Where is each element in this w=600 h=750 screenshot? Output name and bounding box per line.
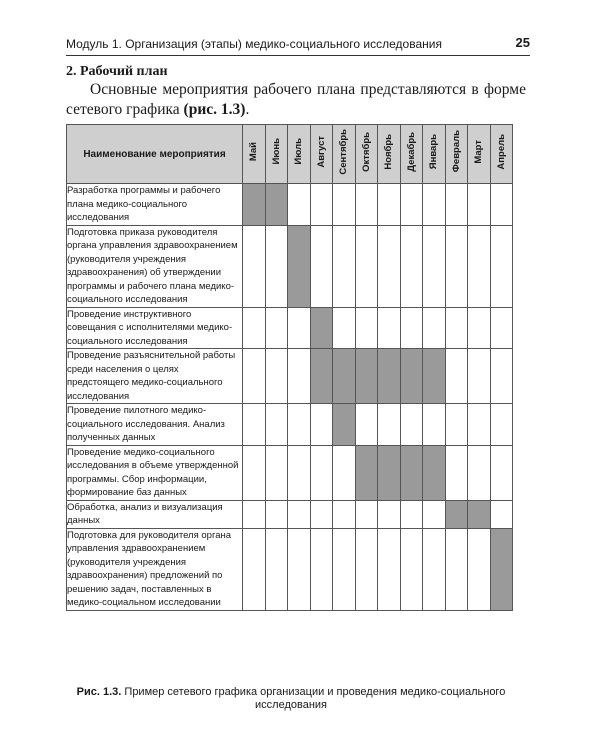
month-header <box>333 125 356 184</box>
gantt-cell <box>333 307 356 349</box>
gantt-cell <box>400 528 423 610</box>
gantt-cell <box>243 500 266 528</box>
gantt-cell <box>310 184 333 226</box>
gantt-cell-active <box>490 528 513 610</box>
gantt-cell-active <box>378 445 401 500</box>
gantt-row <box>67 184 513 226</box>
activity-name: Разработка программы и рабочего плана медико-социального исследования <box>67 184 243 226</box>
gantt-cell-active <box>333 404 356 446</box>
gantt-cell <box>445 349 468 404</box>
month-label: Январь <box>428 133 440 170</box>
gantt-cell <box>490 349 513 404</box>
gantt-cell <box>288 500 311 528</box>
gantt-cell-active <box>288 225 311 307</box>
gantt-cell <box>400 307 423 349</box>
gantt-cell-active <box>423 445 446 500</box>
gantt-cell <box>265 307 288 349</box>
gantt-cell-active <box>265 184 288 226</box>
gantt-cell <box>445 445 468 500</box>
gantt-cell <box>265 445 288 500</box>
gantt-cell <box>310 445 333 500</box>
gantt-cell <box>468 225 491 307</box>
gantt-cell <box>265 500 288 528</box>
gantt-cell <box>288 528 311 610</box>
activity-name: Проведение инструктивного совещания с исполнителями медико-социального исследования <box>67 307 243 349</box>
gantt-cell <box>423 500 446 528</box>
month-header <box>445 125 468 184</box>
gantt-cell <box>333 500 356 528</box>
paragraph-text: Основные мероприятия рабочего плана представляются в форме сетевого графика <box>66 81 526 118</box>
gantt-cell-active <box>378 349 401 404</box>
gantt-cell-active <box>355 349 378 404</box>
month-header <box>243 125 266 184</box>
gantt-row <box>67 445 513 500</box>
gantt-cell <box>490 445 513 500</box>
gantt-cell <box>445 528 468 610</box>
gantt-cell <box>445 225 468 307</box>
gantt-row <box>67 500 513 528</box>
gantt-cell-active <box>468 500 491 528</box>
month-label: Февраль <box>450 130 462 173</box>
gantt-cell <box>490 184 513 226</box>
gantt-cell-active <box>400 445 423 500</box>
caption-text: Пример сетевого графика организации и проведения медико-социального исследования <box>124 686 506 711</box>
gantt-cell <box>468 528 491 610</box>
gantt-cell <box>378 528 401 610</box>
running-header <box>66 35 530 56</box>
gantt-cell <box>490 225 513 307</box>
gantt-cell <box>333 184 356 226</box>
figure-reference: (рис. 1.3) <box>183 101 246 118</box>
gantt-cell <box>400 225 423 307</box>
gantt-cell <box>490 404 513 446</box>
gantt-cell <box>243 528 266 610</box>
gantt-cell-active <box>355 445 378 500</box>
month-label: Ноябрь <box>383 133 395 170</box>
caption-label: Рис. 1.3. <box>76 686 122 698</box>
gantt-cell <box>378 500 401 528</box>
month-label: Октябрь <box>360 131 372 172</box>
gantt-cell <box>400 404 423 446</box>
gantt-cell <box>355 528 378 610</box>
gantt-cell <box>468 184 491 226</box>
section-heading: 2. Рабочий план <box>66 64 168 79</box>
gantt-cell <box>243 349 266 404</box>
gantt-cell <box>265 404 288 446</box>
gantt-cell <box>445 307 468 349</box>
gantt-cell <box>378 307 401 349</box>
month-label: Июль <box>293 138 305 165</box>
month-header <box>288 125 311 184</box>
activity-name: Проведение медико-социального исследования в объеме утвержденной программы. Сбор информации, формирование баз данных <box>67 445 243 500</box>
gantt-cell <box>310 225 333 307</box>
gantt-row <box>67 349 513 404</box>
gantt-cell <box>310 528 333 610</box>
month-header <box>490 125 513 184</box>
gantt-header-row <box>67 125 513 184</box>
gantt-table <box>66 124 513 611</box>
gantt-cell <box>333 528 356 610</box>
gantt-cell <box>288 445 311 500</box>
gantt-cell <box>468 349 491 404</box>
paragraph-end: . <box>245 101 250 118</box>
page-number: 25 <box>515 35 530 50</box>
gantt-cell-active <box>310 307 333 349</box>
month-label: Май <box>248 141 260 162</box>
month-label: Декабрь <box>405 131 417 172</box>
gantt-cell <box>333 445 356 500</box>
gantt-cell-active <box>310 349 333 404</box>
gantt-cell <box>265 528 288 610</box>
gantt-cell-active <box>423 349 446 404</box>
month-header <box>378 125 401 184</box>
month-label: Август <box>315 135 327 168</box>
gantt-cell <box>468 307 491 349</box>
month-header <box>423 125 446 184</box>
gantt-cell <box>468 445 491 500</box>
gantt-cell <box>490 500 513 528</box>
gantt-cell <box>265 349 288 404</box>
gantt-cell <box>423 404 446 446</box>
month-label: Сентябрь <box>338 128 350 175</box>
activity-name: Подготовка приказа руководителя органа управления здравоохранением (руководителя учреждения здравоохранения) об утверждении программы и рабочего плана медико-социального исследования <box>67 225 243 307</box>
gantt-cell <box>288 404 311 446</box>
gantt-cell <box>310 404 333 446</box>
gantt-cell <box>445 404 468 446</box>
gantt-cell-active <box>400 349 423 404</box>
gantt-cell <box>333 225 356 307</box>
gantt-cell-active <box>445 500 468 528</box>
figure-caption <box>66 686 516 712</box>
activity-name: Подготовка для руководителя органа управления здравоохранением (руководителя учреждения здравоохранения) предложений по решению задач, поставленных в медико-социальном исследовании <box>67 528 243 610</box>
gantt-cell <box>445 184 468 226</box>
gantt-cell <box>423 307 446 349</box>
month-label: Март <box>473 139 485 164</box>
running-header-title: Модуль 1. Организация (этапы) медико-социального исследования <box>66 37 442 51</box>
gantt-row <box>67 404 513 446</box>
month-label: Апрель <box>495 133 507 170</box>
gantt-cell <box>468 404 491 446</box>
gantt-cell <box>423 225 446 307</box>
gantt-cell-active <box>333 349 356 404</box>
gantt-cell <box>310 500 333 528</box>
month-header <box>400 125 423 184</box>
gantt-cell <box>378 225 401 307</box>
gantt-cell <box>288 349 311 404</box>
gantt-cell <box>378 404 401 446</box>
gantt-cell <box>355 500 378 528</box>
gantt-cell <box>490 307 513 349</box>
month-label: Июнь <box>270 138 282 165</box>
gantt-cell <box>288 184 311 226</box>
month-header <box>265 125 288 184</box>
gantt-cell <box>265 225 288 307</box>
gantt-row <box>67 528 513 610</box>
gantt-row <box>67 307 513 349</box>
month-header <box>468 125 491 184</box>
gantt-cell <box>378 184 401 226</box>
gantt-cell <box>243 404 266 446</box>
activity-name: Проведение разъяснительной работы среди населения о целях предстоящего медико-социального исследования <box>67 349 243 404</box>
gantt-row <box>67 225 513 307</box>
month-header <box>310 125 333 184</box>
gantt-cell <box>243 307 266 349</box>
activity-column-header: Наименование мероприятия <box>67 125 243 184</box>
gantt-cell <box>355 225 378 307</box>
section-paragraph <box>66 80 526 120</box>
activity-name: Обработка, анализ и визуализация данных <box>67 500 243 528</box>
gantt-cell <box>400 184 423 226</box>
month-header <box>355 125 378 184</box>
gantt-cell <box>423 528 446 610</box>
gantt-cell <box>288 307 311 349</box>
gantt-cell <box>355 404 378 446</box>
gantt-cell <box>243 445 266 500</box>
gantt-cell-active <box>243 184 266 226</box>
gantt-cell <box>423 184 446 226</box>
gantt-cell <box>355 307 378 349</box>
activity-name: Проведение пилотного медико-социального исследования. Анализ полученных данных <box>67 404 243 446</box>
gantt-cell <box>355 184 378 226</box>
gantt-body <box>67 184 513 611</box>
gantt-cell <box>243 225 266 307</box>
gantt-cell <box>400 500 423 528</box>
